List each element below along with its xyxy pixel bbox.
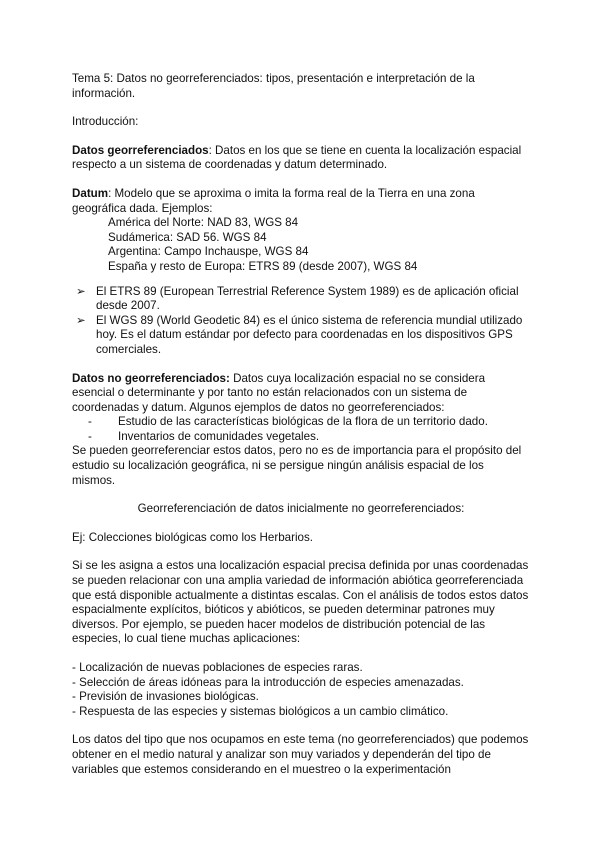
application-item: - Localización de nuevas poblaciones de especies raras. — [72, 661, 363, 674]
applications-list — [72, 661, 530, 719]
datum-example: España y resto de Europa: ETRS 89 (desde 2007), WGS 84 — [108, 259, 418, 273]
datum-example: Argentina: Campo Inchauspe, WGS 84 — [108, 245, 309, 259]
non-georef-examples-list — [88, 415, 530, 444]
datum-text: : Modelo que se aproxima o imita la forma real de la Tierra en una zona geográfica dada. Ejemplos: — [72, 186, 475, 215]
closing-paragraph: Los datos del tipo que nos ocupamos en este tema (no georreferenciados) que podemos obtener en el medio natural y analizar son muy variados y dependerán del tipo de variables que estemos considerando en el muestreo o la experimentación — [72, 733, 529, 776]
datum-examples-list — [108, 216, 530, 274]
georef-possible-paragraph: Se pueden georreferenciar estos datos, pero no es de importancia para el propósito del estudio su localización geográfica, ni se persigue ningún análisis espacial de los mismos. — [72, 444, 522, 487]
example-line: Ej: Colecciones biológicas como los Herbarios. — [72, 530, 314, 544]
dash-bullet-icon: - — [88, 429, 92, 443]
document-page — [72, 72, 530, 777]
georef-text: : Datos en los que se tiene en cuenta la localización espacial respecto a un sistema de coordenadas y datum determinado. — [72, 143, 522, 172]
dash-bullet-icon: - — [88, 415, 92, 429]
non-georef-example — [88, 430, 530, 445]
arrow-bullet-icon: ➢ — [76, 313, 86, 327]
assignment-paragraph: Si se les asigna a estos una localización espacial precisa definida por unas coordenadas se pueden relacionar con una amplia variedad de información abiótica georreferenciada que está disponible actualmente a distintas escalas. Con el análisis de todos estos datos espacialmente explícitos, bióticos y abióticos, se pueden determinar patrones muy diversos. Por ejemplo, se pueden hacer modelos de distribución potencial de las especies, lo cual tiene muchas aplicaciones: — [72, 559, 529, 646]
datum-note-text: El ETRS 89 (European Terrestrial Reference System 1989) es de aplicación oficial desde 2007. — [96, 284, 519, 313]
datum-note — [76, 285, 530, 314]
datum-example: Sudámerica: SAD 56. WGS 84 — [108, 230, 267, 244]
non-georef-definition — [72, 372, 530, 416]
non-georef-term: Datos no georreferenciados: — [72, 371, 230, 385]
non-georef-text: Datos cuya localización espacial no se considera esencial o determinante y por tanto no están relacionados con un sistema de coordenadas y datum. Algunos ejemplos de datos no georreferenciados: — [72, 371, 486, 414]
datum-example: América del Norte: NAD 83, WGS 84 — [108, 216, 299, 230]
datum-note-text: El WGS 89 (World Geodetic 84) es el único sistema de referencia mundial utilizado hoy. Es el datum estándar por defecto para coordenadas en los dispositivos GPS comerciales. — [96, 313, 523, 356]
non-georef-example-text: Inventarios de comunidades vegetales. — [118, 429, 320, 443]
section-subheading: Georreferenciación de datos inicialmente no georreferenciados: — [137, 502, 465, 516]
arrow-bullet-icon: ➢ — [76, 284, 86, 298]
datum-note — [76, 314, 530, 358]
non-georef-example-text: Estudio de las características biológicas de la flora de un territorio dado. — [118, 415, 488, 429]
georef-term: Datos georreferenciados — [72, 143, 209, 157]
application-item: - Selección de áreas idóneas para la introducción de especies amenazadas. — [72, 675, 464, 689]
application-item: - Respuesta de las especies y sistemas biológicos a un cambio climático. — [72, 704, 449, 718]
application-item: - Previsión de invasiones biológicas. — [72, 690, 259, 704]
intro-heading: Introducción: — [72, 115, 139, 129]
document-title: Tema 5: Datos no georreferenciados: tipos, presentación e interpretación de la información. — [72, 72, 475, 100]
datum-term: Datum — [72, 186, 109, 200]
datum-definition — [72, 187, 530, 216]
georef-definition — [72, 144, 530, 173]
non-georef-example — [88, 415, 530, 430]
datum-notes-list — [76, 285, 530, 358]
